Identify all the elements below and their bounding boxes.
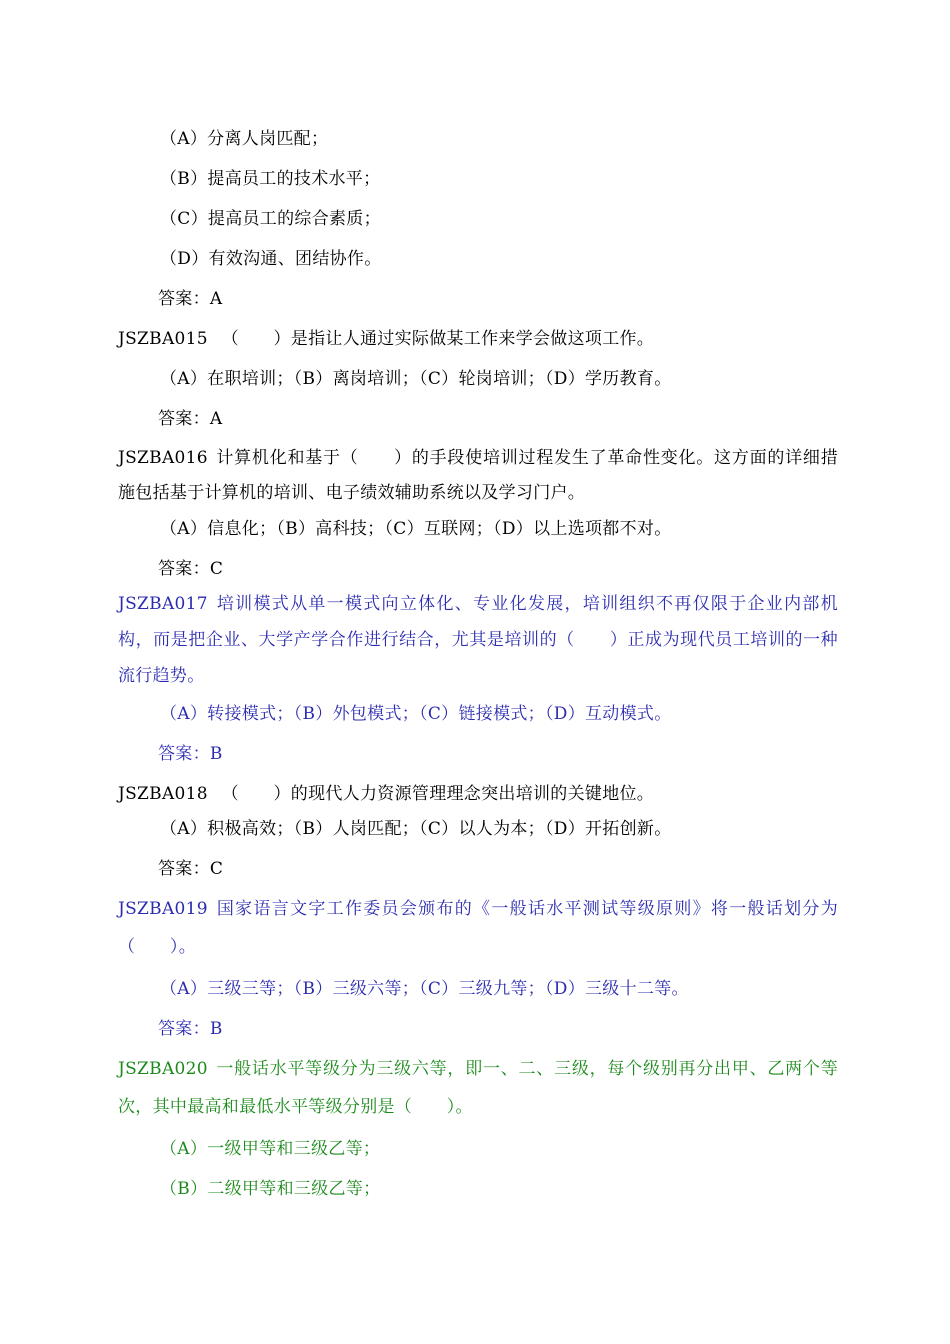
question-015-answer: 答案：A (158, 409, 223, 429)
question-016-options: （A）信息化；（B）高科技；（C）互联网；（D）以上选项都不对。 (160, 519, 672, 539)
question-id: JSZBA020 (118, 1059, 208, 1079)
question-020-option-b: （B）二级甲等和三级乙等； (160, 1179, 381, 1199)
option-a: （A）分离人岗匹配； (160, 129, 329, 149)
question-019 (118, 890, 838, 966)
question-018 (118, 783, 654, 805)
option-d: （D）有效沟通、团结协作。 (160, 249, 382, 269)
question-id: JSZBA018 (118, 784, 208, 804)
question-019-options: （A）三级三等；（B）三级六等；（C）三级九等；（D）三级十二等。 (160, 979, 689, 999)
option-c: （C）提高员工的综合素质； (160, 209, 381, 229)
question-id: JSZBA019 (118, 899, 208, 919)
question-017-answer: 答案：B (158, 744, 223, 764)
question-text: （ ）是指让人通过实际做某工作来学会做这项工作。 (221, 329, 655, 349)
question-016 (118, 441, 838, 511)
question-text: 计算机化和基于（ ）的手段使培训过程发生了革命性变化。这方面的详细措施包括基于计算机的培训、电子绩效辅助系统以及学习门户。 (118, 448, 838, 503)
question-018-answer: 答案：C (158, 859, 224, 879)
question-019-answer: 答案：B (158, 1019, 223, 1039)
question-id: JSZBA015 (118, 329, 208, 349)
option-b: （B）提高员工的技术水平； (160, 169, 381, 189)
question-015 (118, 328, 654, 350)
question-text: 国家语言文字工作委员会颁布的《一般话水平测试等级原则》将一般话划分为（ ）。 (118, 899, 838, 957)
answer: 答案：A (158, 289, 223, 309)
question-017 (118, 586, 838, 694)
question-text: （ ）的现代人力资源管理理念突出培训的关键地位。 (221, 784, 655, 804)
question-018-options: （A）积极高效；（B）人岗匹配；（C）以人为本；（D）开拓创新。 (160, 819, 672, 839)
question-016-answer: 答案：C (158, 559, 224, 579)
question-020 (118, 1050, 838, 1126)
question-text: 一般话水平等级分为三级六等，即一、二、三级，每个级别再分出甲、乙两个等次，其中最高和最低水平等级分别是（ ）。 (118, 1059, 838, 1117)
question-020-option-a: （A）一级甲等和三级乙等； (160, 1139, 381, 1159)
question-017-options: （A）转接模式；（B）外包模式；（C）链接模式；（D）互动模式。 (160, 704, 672, 724)
question-015-options: （A）在职培训；（B）离岗培训；（C）轮岗培训；（D）学历教育。 (160, 369, 672, 389)
question-id: JSZBA017 (118, 594, 208, 614)
question-text: 培训模式从单一模式向立体化、专业化发展，培训组织不再仅限于企业内部机构，而是把企业、大学产学合作进行结合，尤其是培训的（ ）正成为现代员工培训的一种流行趋势。 (118, 594, 838, 686)
question-id: JSZBA016 (118, 448, 208, 468)
